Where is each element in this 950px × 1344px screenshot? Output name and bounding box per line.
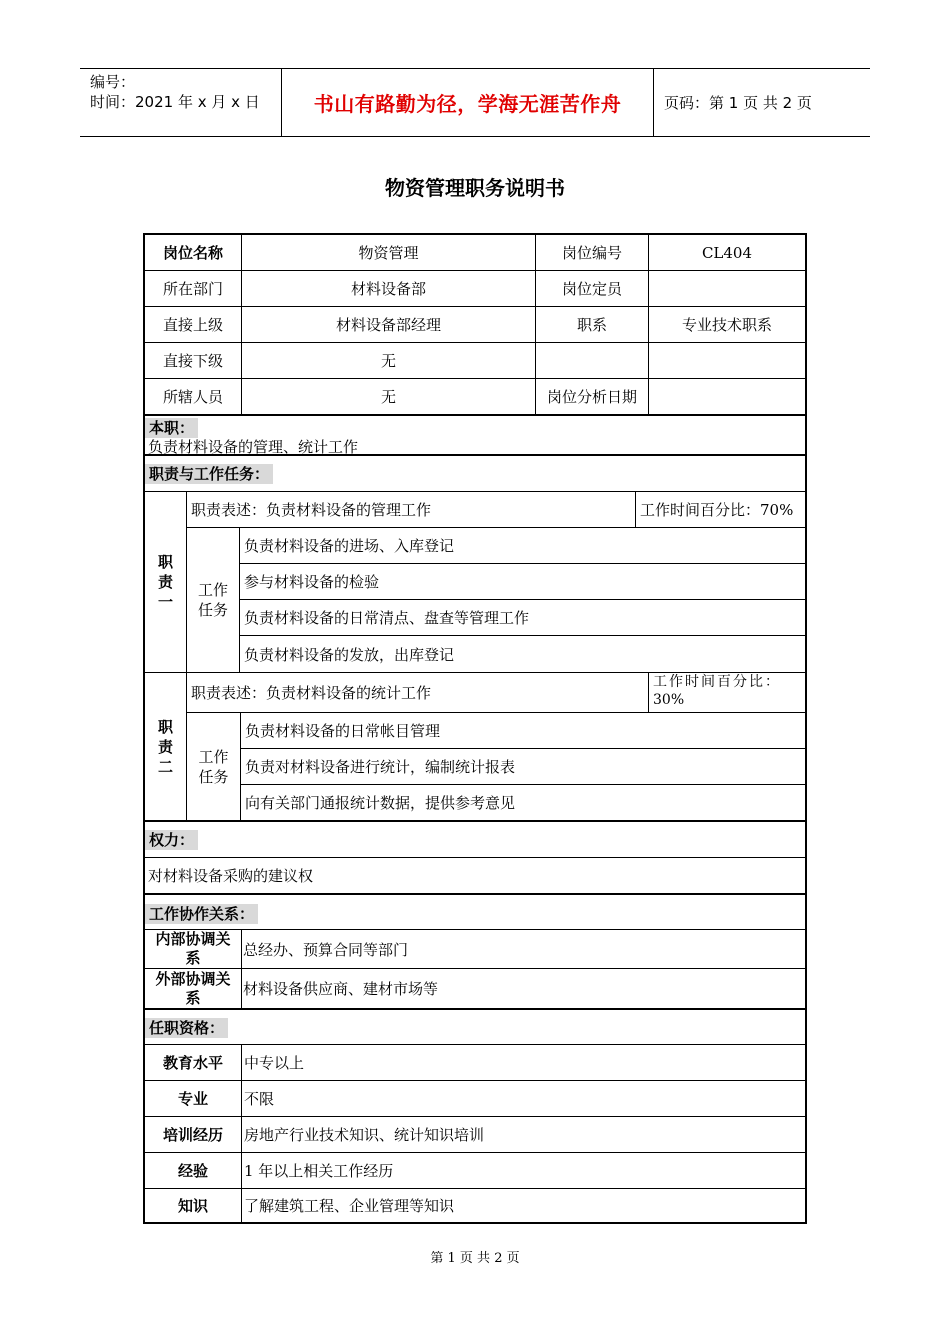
responsibility-1-task-label: 工作 任务: [187, 528, 240, 673]
responsibilities-heading: 职责与工作任务：: [145, 464, 273, 484]
qualification-value: 中专以上: [242, 1045, 805, 1081]
number-label: 编号：: [90, 73, 136, 91]
internal-relations-value: 总经办、预算合同等部门: [242, 930, 805, 969]
relations-heading: 工作协作关系：: [145, 904, 258, 924]
header-meta: [80, 69, 282, 136]
responsibility-2-task: 向有关部门通报统计数据，提供参考意见: [241, 785, 805, 822]
position-code-value: CL404: [649, 235, 805, 271]
responsibility-1-task: 负责材料设备的进场、入库登记: [240, 528, 805, 564]
external-relations-label: 外部协调关 系: [145, 969, 242, 1010]
authority-text: 对材料设备采购的建议权: [145, 858, 805, 895]
responsibility-1-task: 负责材料设备的日常清点、盘查等管理工作: [240, 600, 805, 636]
empty-cell: [649, 343, 805, 379]
position-name-value: 物资管理: [242, 235, 536, 271]
qualification-label: 教育水平: [145, 1045, 242, 1081]
staff-label: 所辖人员: [145, 379, 242, 416]
responsibility-2-statement: 职责表述：负责材料设备的统计工作: [187, 673, 649, 713]
staff-value: 无: [242, 379, 536, 416]
qualification-value: 不限: [242, 1081, 805, 1117]
responsibility-2-task: 负责对材料设备进行统计，编制统计报表: [241, 749, 805, 785]
qualification-value: 房地产行业技术知识、统计知识培训: [242, 1117, 805, 1153]
duty-text: 负责材料设备的管理、统计工作: [148, 438, 359, 456]
superior-value: 材料设备部经理: [242, 307, 536, 343]
headcount-label: 岗位定员: [536, 271, 649, 307]
motto-text: 书山有路勤为径，学海无涯苦作舟: [313, 92, 622, 116]
superior-label: 直接上级: [145, 307, 242, 343]
responsibility-2-label: 职 责 二: [145, 673, 187, 822]
responsibility-2-task: 负责材料设备的日常帐目管理: [241, 713, 805, 749]
responsibility-1-label: 职 责 一: [145, 492, 187, 673]
internal-relations-label: 内部协调关 系: [145, 930, 242, 969]
page-info: 页码：第 1 页 共 2 页: [664, 94, 812, 112]
page-footer: 第 1 页 共 2 页: [430, 1251, 520, 1266]
external-relations-value: 材料设备供应商、建材市场等: [242, 969, 805, 1010]
department-value: 材料设备部: [242, 271, 536, 307]
qualification-label: 培训经历: [145, 1117, 242, 1153]
job-family-value: 专业技术职系: [649, 307, 805, 343]
responsibility-2-time: 工作时间百分比： 30%: [649, 673, 805, 713]
document-title: 物资管理职务说明书: [385, 176, 565, 200]
qualification-label: 经验: [145, 1153, 242, 1189]
duty-heading: 本职：: [145, 418, 198, 438]
responsibility-1-time: 工作时间百分比：70%: [636, 492, 805, 528]
relations-section: [145, 895, 805, 930]
analysis-date-label: 岗位分析日期: [536, 379, 649, 416]
position-name-label: 岗位名称: [145, 235, 242, 271]
qualification-value: 了解建筑工程、企业管理等知识: [244, 1197, 455, 1215]
responsibility-1-task: 参与材料设备的检验: [240, 564, 805, 600]
responsibility-1-statement: 职责表述：负责材料设备的管理工作: [187, 492, 636, 528]
duty-section: [145, 416, 805, 456]
job-description-table: [143, 233, 807, 1224]
qualification-value: 1 年以上相关工作经历: [242, 1153, 805, 1189]
responsibility-1-task: 负责材料设备的发放，出库登记: [240, 636, 805, 673]
job-family-label: 职系: [536, 307, 649, 343]
qualification-label: 专业: [145, 1081, 242, 1117]
analysis-date-value: [649, 379, 805, 416]
qualifications-heading: 任职资格：: [145, 1018, 228, 1038]
responsibility-2-task-label: 工作 任务: [187, 713, 241, 822]
empty-cell: [536, 343, 649, 379]
qualification-label: 知识: [145, 1189, 242, 1222]
responsibilities-section: [145, 456, 805, 492]
page-header: [80, 68, 870, 137]
authority-heading: 权力：: [145, 830, 198, 850]
qualifications-section: [145, 1010, 805, 1045]
subordinate-label: 直接下级: [145, 343, 242, 379]
subordinate-value: 无: [242, 343, 536, 379]
department-label: 所在部门: [145, 271, 242, 307]
position-code-label: 岗位编号: [536, 235, 649, 271]
authority-section: [145, 822, 805, 858]
header-motto-cell: [282, 69, 654, 136]
headcount-value: [649, 271, 805, 307]
time-label: 时间：2021 年 x 月 x 日: [90, 93, 260, 111]
